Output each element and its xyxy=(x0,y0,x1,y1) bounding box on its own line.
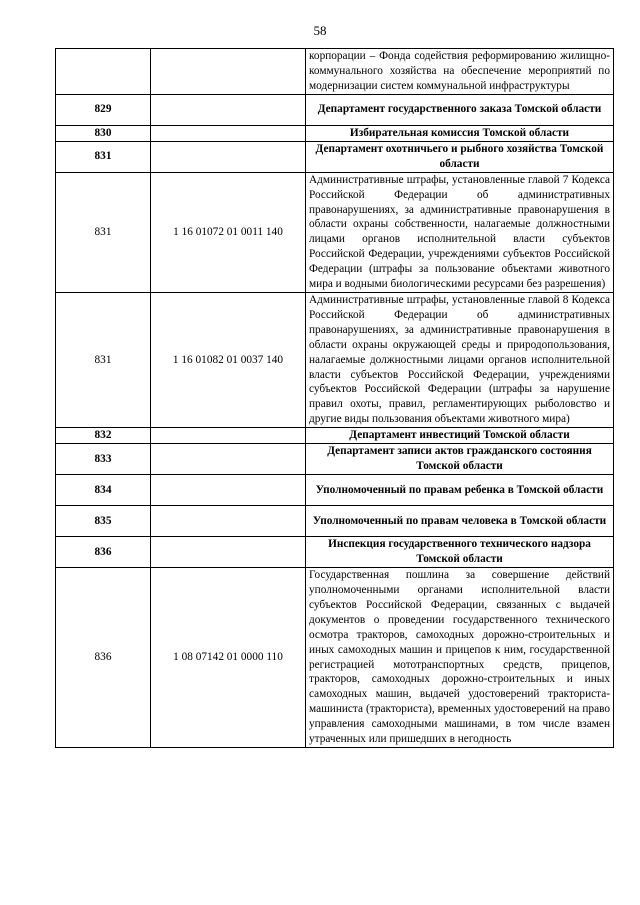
admin-code-cell: 836 xyxy=(56,537,151,568)
department-row xyxy=(56,141,614,172)
kbk-code-cell xyxy=(151,49,306,95)
admin-code-cell: 831 xyxy=(56,292,151,427)
department-name-cell: Уполномоченный по правам ребенка в Томской области xyxy=(306,475,614,506)
table-row xyxy=(56,292,614,427)
department-row xyxy=(56,444,614,475)
department-name-cell: Инспекция государственного технического надзора Томской области xyxy=(306,537,614,568)
revenue-name-cell: Административные штрафы, установленные главой 7 Кодекса Российской Федерации об административных правонарушениях, за административные правонарушения в области охраны собственности, налагаемые должностными лицами органов исполнительной власти субъектов Российской Федерации, учреждениями субъектов Российской Федерации (штрафы за пользование объектами животного мира и водными биологическими ресурсами без разрешения) xyxy=(306,172,614,292)
table-row xyxy=(56,172,614,292)
admin-code-cell: 831 xyxy=(56,172,151,292)
kbk-code-cell xyxy=(151,125,306,141)
department-row xyxy=(56,537,614,568)
kbk-code-cell: 1 16 01072 01 0011 140 xyxy=(151,172,306,292)
admin-code-cell: 830 xyxy=(56,125,151,141)
department-row xyxy=(56,428,614,444)
kbk-code-cell xyxy=(151,444,306,475)
department-row xyxy=(56,506,614,537)
department-name-cell: Департамент государственного заказа Томской области xyxy=(306,94,614,125)
kbk-code-cell xyxy=(151,506,306,537)
budget-revenue-table xyxy=(55,48,614,748)
department-name-cell: Департамент записи актов гражданского состояния Томской области xyxy=(306,444,614,475)
revenue-name-cell: корпорации – Фонда содействия реформированию жилищно-коммунального хозяйства на обеспечение мероприятий по модернизации систем коммунальной инфраструктуры xyxy=(306,49,614,95)
table-row xyxy=(56,49,614,95)
table-row xyxy=(56,568,614,748)
revenue-name-cell: Административные штрафы, установленные главой 8 Кодекса Российской Федерации об административных правонарушениях, за административные правонарушения в области охраны окружающей среды и природопользования, налагаемые должностными лицами органов исполнительной власти субъектов Российской Федерации, учреждениями субъектов Российской Федерации (штрафы за нарушение правил охоты, правил, регламентирующих рыболовство и другие виды пользования объектами животного мира) xyxy=(306,292,614,427)
admin-code-cell: 831 xyxy=(56,141,151,172)
kbk-code-cell xyxy=(151,94,306,125)
admin-code-cell: 832 xyxy=(56,428,151,444)
department-name-cell: Избирательная комиссия Томской области xyxy=(306,125,614,141)
admin-code-cell: 835 xyxy=(56,506,151,537)
revenue-name-cell: Государственная пошлина за совершение действий уполномоченными органами исполнительной власти субъектов Российской Федерации, связанных с выдачей документов о проведении государственного технического осмотра тракторов, самоходных дорожно-строительных и иных самоходных машин и прицепов к ним, государственной регистрацией мототранспортных средств, прицепов, тракторов, самоходных дорожно-строительных и иных самоходных машин, выдачей удостоверений тракториста-машиниста (тракториста), временных удостоверений на право управления самоходными машинами, в том числе взамен утраченных или пришедших в негодность xyxy=(306,568,614,748)
admin-code-cell: 834 xyxy=(56,475,151,506)
admin-code-cell: 833 xyxy=(56,444,151,475)
page-number: 58 xyxy=(313,23,327,38)
admin-code-cell xyxy=(56,49,151,95)
admin-code-cell: 836 xyxy=(56,568,151,748)
department-row xyxy=(56,94,614,125)
department-name-cell: Уполномоченный по правам человека в Томской области xyxy=(306,506,614,537)
kbk-code-cell xyxy=(151,428,306,444)
kbk-code-cell xyxy=(151,475,306,506)
kbk-code-cell xyxy=(151,141,306,172)
department-row xyxy=(56,125,614,141)
department-name-cell: Департамент охотничьего и рыбного хозяйства Томской области xyxy=(306,141,614,172)
department-name-cell: Департамент инвестиций Томской области xyxy=(306,428,614,444)
kbk-code-cell: 1 16 01082 01 0037 140 xyxy=(151,292,306,427)
department-row xyxy=(56,475,614,506)
kbk-code-cell xyxy=(151,537,306,568)
admin-code-cell: 829 xyxy=(56,94,151,125)
kbk-code-cell: 1 08 07142 01 0000 110 xyxy=(151,568,306,748)
